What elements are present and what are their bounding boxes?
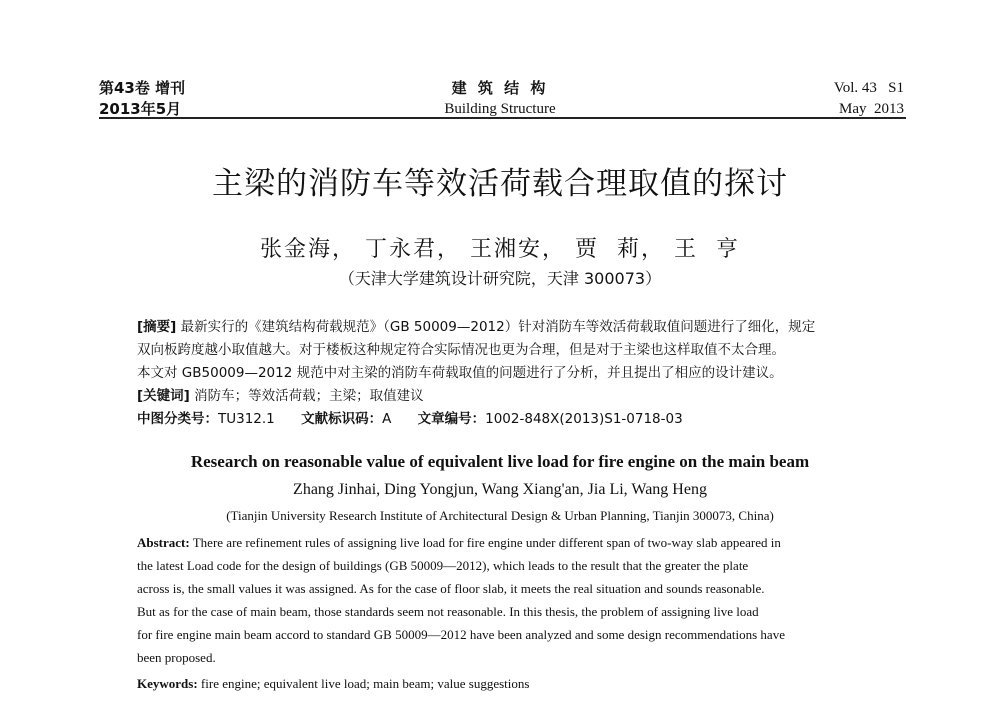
abstract-en-label: Abstract: xyxy=(137,535,190,550)
header-volume-en: Vol. 43 S1 xyxy=(833,80,904,96)
clc-label: 中图分类号： xyxy=(137,411,218,427)
header-journal-en: Building Structure xyxy=(444,101,556,117)
classification-line xyxy=(137,410,879,429)
abstract-en-line-1 xyxy=(137,535,877,551)
abstract-zh-text: 最新实行的《建筑结构荷载规范》（GB 50009—2012）针对消防车等效活荷载取值问题进行了细化，规定 xyxy=(180,319,816,335)
header-date-zh: 2013年5月 xyxy=(99,100,182,118)
keywords-en xyxy=(137,676,877,692)
abstract-zh-label: [摘要] xyxy=(137,319,177,335)
paper-title-en: Research on reasonable value of equivalent live load for fire engine on the main beam xyxy=(190,452,810,471)
affiliation-en: (Tianjin University Research Institute of Architectural Design & Urban Planning, Tianjin 300073, China) xyxy=(226,508,774,523)
paper-title-zh: 主梁的消防车等效活荷载合理取值的探讨 xyxy=(212,166,788,202)
keywords-en-label: Keywords: xyxy=(137,676,198,691)
doc-code-label: 文献标识码： xyxy=(301,411,383,427)
keywords-zh-text: 消防车；等效活荷载；主梁；取值建议 xyxy=(194,388,424,404)
abstract-en-line-5: for fire engine main beam accord to standard GB 50009—2012 have been analyzed and some design recommendations have xyxy=(137,627,785,642)
abstract-zh-line-1 xyxy=(137,318,879,337)
affiliation-zh: （天津大学建筑设计研究院，天津 300073） xyxy=(338,269,662,288)
abstract-en-line-4: But as for the case of main beam, those standards seem not reasonable. In this thesis, the problem of assigning live load xyxy=(137,604,759,619)
abstract-zh-line-3: 本文对 GB50009—2012 规范中对主梁的消防车荷载取值的问题进行了分析，并且提出了相应的设计建议。 xyxy=(137,365,783,381)
header-volume-zh: 第43卷 增刊 xyxy=(99,79,186,97)
abstract-en-line-3: across is, the small values it was assigned. As for the case of floor slab, it meets the real situation and sounds reasonable. xyxy=(137,581,765,596)
article-number-label: 文章编号： xyxy=(417,411,486,427)
abstract-en-line-2: the latest Load code for the design of buildings (GB 50009—2012), which leads to the result that the greater the plate xyxy=(137,558,749,573)
abstract-zh-line-2: 双向板跨度越小取值越大。对于楼板这种规定符合实际情况也更为合理，但是对于主梁也这样取值不太合理。 xyxy=(137,342,785,358)
header-date-en: May 2013 xyxy=(839,101,904,117)
authors-en: Zhang Jinhai, Ding Yongjun, Wang Xiang'an, Jia Li, Wang Heng xyxy=(293,481,707,498)
clc-value: TU312.1 xyxy=(218,411,275,427)
article-number-value: 1002-848X(2013)S1-0718-03 xyxy=(485,411,683,427)
keywords-zh xyxy=(137,387,879,406)
header-journal-zh: 建 筑 结 构 xyxy=(451,79,549,97)
keywords-en-text: fire engine; equivalent live load; main beam; value suggestions xyxy=(200,676,530,691)
authors-zh: 张金海， 丁永君， 王湘安， 贾 莉， 王 亨 xyxy=(260,237,740,262)
header-rule xyxy=(99,117,906,119)
keywords-zh-label: [关键词] xyxy=(137,388,190,404)
abstract-en-line-6: been proposed. xyxy=(137,650,216,665)
abstract-en-text: There are refinement rules of assigning live load for fire engine under different span of two-way slab appeared in xyxy=(192,535,781,550)
doc-code-value: A xyxy=(382,411,392,427)
